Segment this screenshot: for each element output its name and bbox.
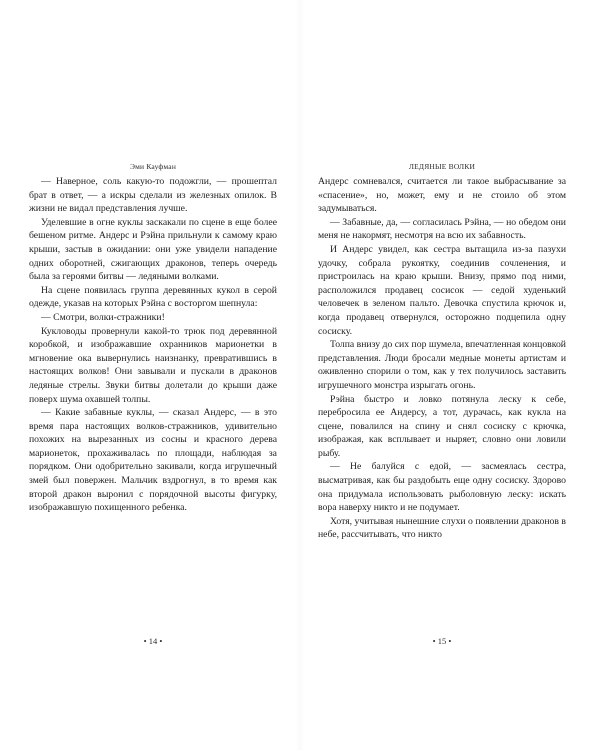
- running-head-author: Эми Кауфман: [129, 162, 177, 171]
- paragraph: Рэйна быстро и ловко потянула леску к себе, перебросила ее Андерсу, а тот, дурачась, как кукла на сцене, повалился на спину и снял сосиску с крючка, изображая, как всплывает и ныряет, словно они ловили рыбу.: [318, 393, 566, 459]
- paragraph: Толпа внизу до сих пор шумела, впечатленная концовкой представления. Люди бросали медные монеты артистам и оживленно спорили о том, как у тех получилось заставить игрушечного монстра изрыгать огонь.: [318, 339, 566, 391]
- paragraph: — Смотри, волки-стражники!: [41, 311, 165, 323]
- left-page: [29, 160, 277, 646]
- paragraph: — Не балуйся с едой, — засмеялась сестра, высматривая, как бы раздобыть еще одну сосиску. Здорово она придумала использовать рыболовную леску: искать вора наверху никто и не подумает.: [318, 461, 566, 514]
- paragraph: — Забавные, да, — согласилась Рэйна, — но обедом они меня не накормят, несмотря на всю их забавность.: [318, 216, 566, 242]
- paragraph: На сцене появилась группа деревянных кукол в серой одежде, указав на которых Рэйна с восторгом шепнула:: [29, 284, 277, 310]
- running-head-title: ЛЕДЯНЫЕ ВОЛКИ: [408, 162, 476, 171]
- paragraph: — Наверное, соль какую-то подожгли, — прошептал брат в ответ, — а искры сделали из железных опилок. В жизни не видал представления лучше.: [29, 176, 277, 215]
- paragraph: Андерс сомневался, считается ли такое выбрасывание за «спасение», но, может, ему и не стоило об этом задумываться.: [318, 176, 566, 215]
- paragraph: Хотя, учитывая нынешние слухи о появлении драконов в небе, рассчитывать, что никто: [318, 515, 566, 541]
- paragraph: — Какие забавные куклы, — сказал Андерс, — в это время пара настоящих волков-стражников, удивительно похожих на вырезанных из сосны и красного дерева марионеток, прохаживалась по площади, наблюдая за порядком. Они одобрительно закивали, когда игрушечный змей был повержен. Мальчик вздрогнул, в то время как второй дракон выронил с порядочной высоты фигурку, изображавшую похищенного ребенка.: [29, 407, 277, 514]
- right-page-body: [318, 175, 566, 542]
- page-number-right: • 15 •: [432, 636, 452, 646]
- paragraph: Уделевшие в огне куклы заскакали по сцене в еще более бешеном ритме. Андерс и Рэйна прильнули к самому краю крыши, застыв в ожидании: они уже увидели нападение одних оборотней, сжигающих драконов, теперь очередь была за героями битвы — ледяными волками.: [29, 216, 277, 283]
- paragraph: Кукловоды провернули какой-то трюк под деревянной коробкой, и изображавшие охранников марионетки в мгновение ока вывернулись наизнанку, превратившись в настоящих волков! Они завывали и пускали в драконов ледяные стрелы. Звуки битвы долетали до крыши даже поверх шума охавшей толпы.: [29, 325, 277, 405]
- paragraph: И Андерс увидел, как сестра вытащила из-за пазухи удочку, собрала рукоятку, соединив сочленения, и пристроилась на краю крыши. Внизу, прямо под ними, расположился продавец сосисок — седой худенький человечек в зеленом пальто. Девочка спустила крючок и, когда продавец отвернулся, осторожно подцепила одну сосиску.: [318, 243, 566, 337]
- gutter: [296, 0, 304, 750]
- page-number-left: • 14 •: [143, 636, 163, 646]
- right-page: [318, 160, 566, 646]
- left-page-body: [29, 175, 277, 515]
